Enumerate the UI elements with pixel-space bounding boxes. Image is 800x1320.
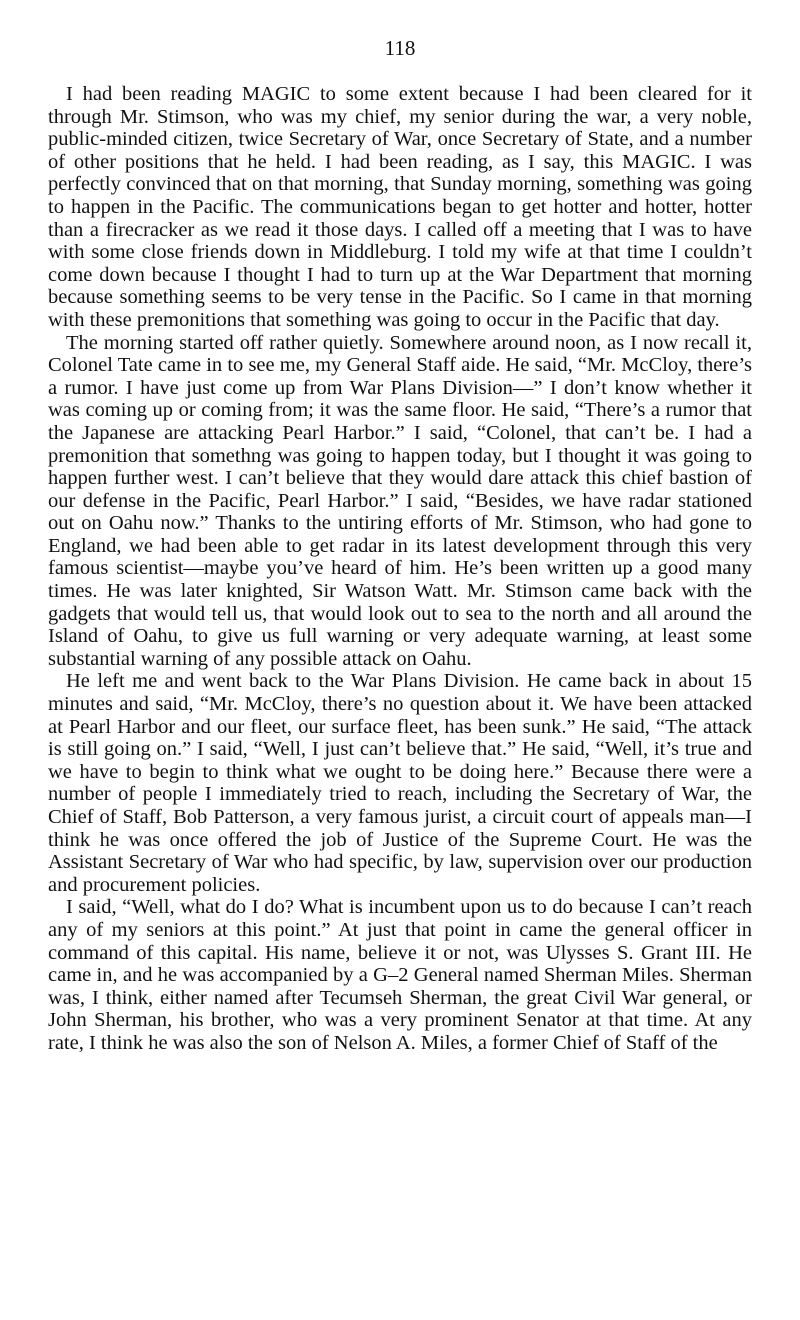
document-body <box>48 83 752 1055</box>
paragraph-attack-confirmed: He left me and went back to the War Plans Division. He came back in about 15 minutes and said, “Mr. McCloy, there’s no question about it. We have been attacked at Pearl Harbor and our fleet, our surface fleet, has been sunk.” He said, “The attack is still going on.” I said, “Well, I just can’t believe that.” He said, “Well, it’s true and we have to begin to think what we ought to be doing here.” Because there were a number of people I immediately tried to reach, including the Secretary of War, the Chief of Staff, Bob Patterson, a very famous jurist, a circuit court of appeals man—I think he was once offered the job of Justice of the Supreme Court. He was the Assistant Secretary of War who had specific, by law, supervision over our production and procurement policies. <box>48 670 752 896</box>
paragraph-grant-arrival: I said, “Well, what do I do? What is incumbent upon us to do because I can’t reach any of my seniors at this point.” At just that point in came the general officer in command of this capital. His name, believe it or not, was Ulysses S. Grant III. He came in, and he was accompanied by a G–2 General named Sherman Miles. Sherman was, I think, either named after Tecumseh Sherman, the great Civil War general, or John Sherman, his brother, who was a very prominent Senator at that time. At any rate, I think he was also the son of Nelson A. Miles, a former Chief of Staff of the <box>48 896 752 1054</box>
paragraph-magic-reading: I had been reading MAGIC to some extent because I had been cleared for it through Mr. Stimson, who was my chief, my senior during the war, a very noble, public-minded citizen, twice Secretary of War, once Secretary of State, and a number of other positions that he held. I had been reading, as I say, this MAGIC. I was perfectly convinced that on that morning, that Sunday morning, something was going to happen in the Pacific. The communications began to get hotter and hotter, hotter than a firecracker as we read it those days. I called off a meeting that I was to have with some close friends down in Middleburg. I told my wife at that time I couldn’t come down because I thought I had to turn up at the War Department that morning because something seems to be very tense in the Pacific. So I came in that morning with these premonitions that something was going to occur in the Pacific that day. <box>48 83 752 331</box>
paragraph-morning-rumor: The morning started off rather quietly. Somewhere around noon, as I now recall it, Colonel Tate came in to see me, my General Staff aide. He said, “Mr. McCloy, there’s a rumor. I have just come up from War Plans Division—” I don’t know whether it was coming up or coming from; it was the same floor. He said, “There’s a rumor that the Japanese are attacking Pearl Harbor.” I said, “Colonel, that can’t be. I had a premonition that somethng was going to happen today, but I thought it was going to happen further west. I can’t believe that they would dare attack this chief bastion of our defense in the Pacific, Pearl Harbor.” I said, “Besides, we have radar stationed out on Oahu now.” Thanks to the untiring efforts of Mr. Stimson, who had gone to England, we had been able to get radar in its latest development through this very famous scientist—maybe you’ve heard of him. He’s been written up a good many times. He was later knighted, Sir Watson Watt. Mr. Stimson came back with the gadgets that would tell us, that would look out to sea to the north and all around the Island of Oahu, to give us full warning or very adequate warning, at least some substantial warning of any possible attack on Oahu. <box>48 331 752 670</box>
page-number: 118 <box>384 36 416 60</box>
